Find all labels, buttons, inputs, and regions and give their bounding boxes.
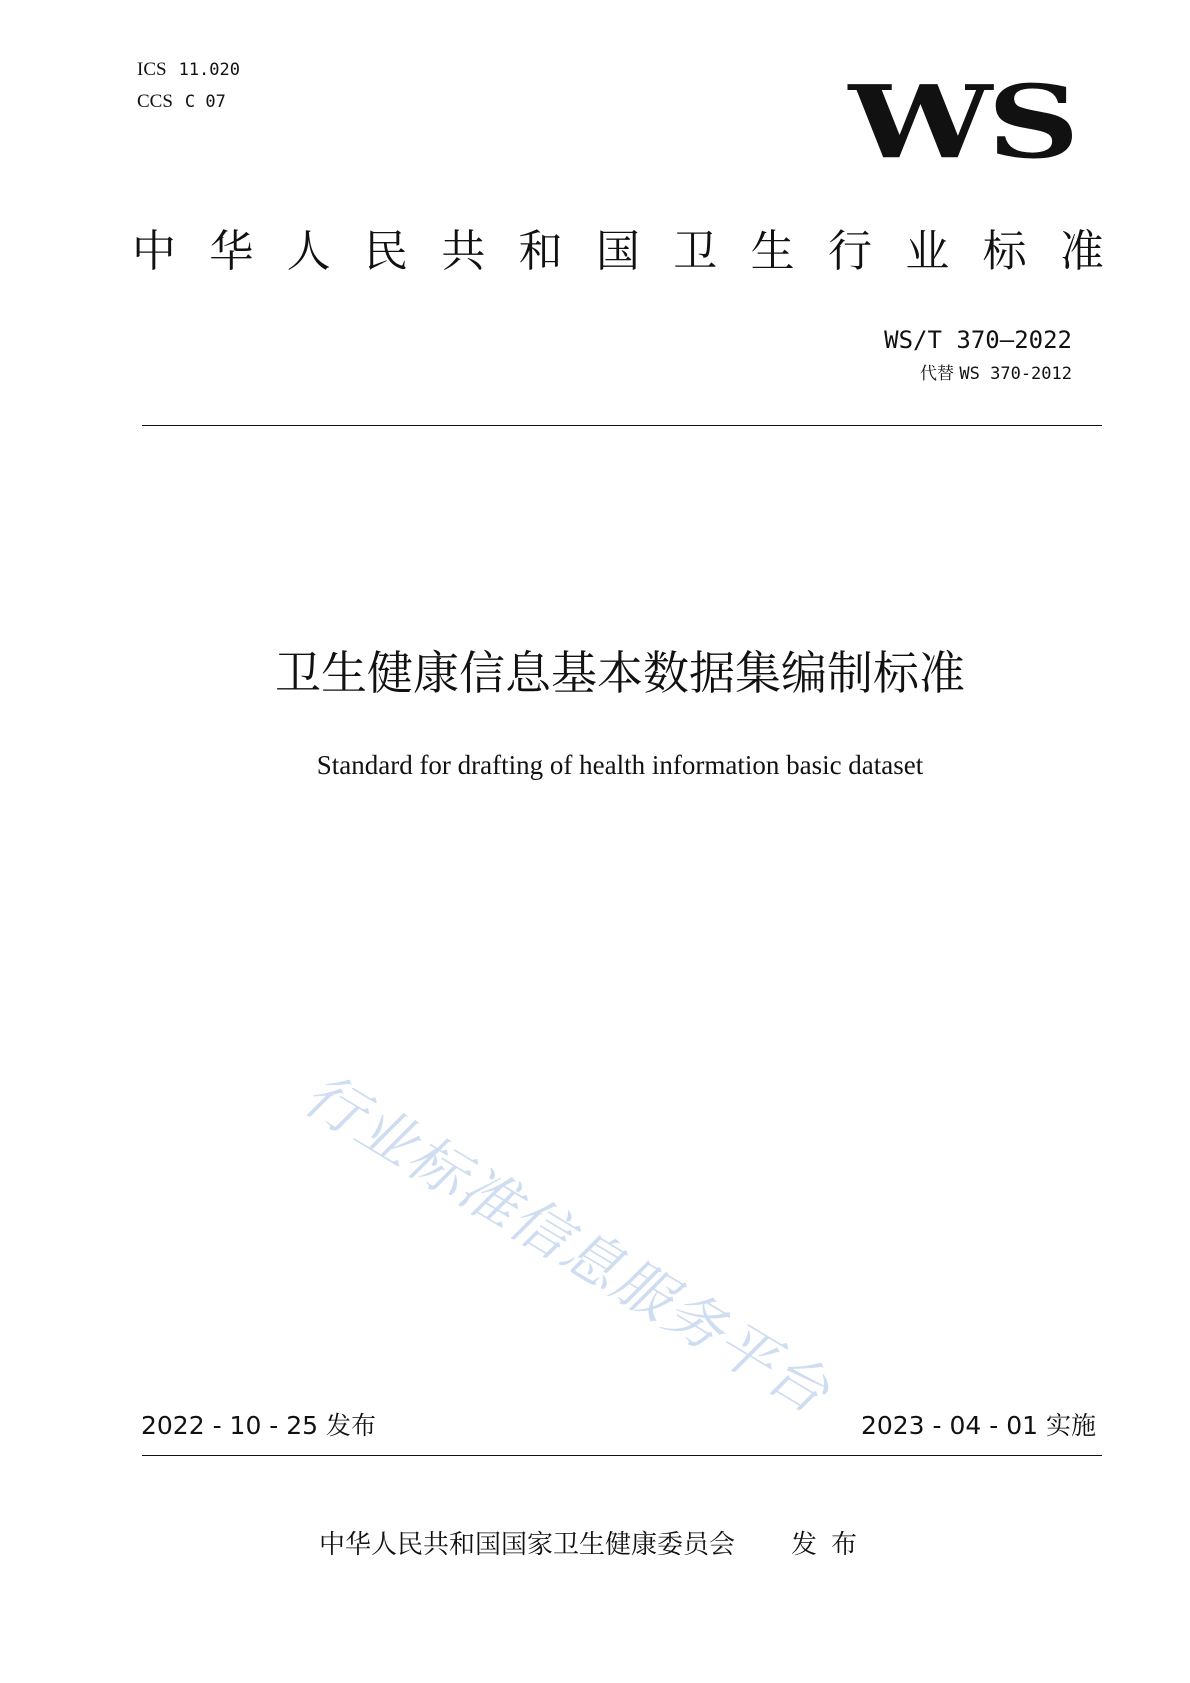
- ccs-value: C 07: [184, 92, 226, 112]
- replaces-line: [920, 366, 1072, 383]
- document-title-cn: 卫生健康信息基本数据集编制标准: [275, 646, 965, 700]
- heading-char: 生: [750, 226, 795, 277]
- watermark: 行业标准信息服务平台: [292, 1059, 842, 1428]
- heading-char: 标: [982, 226, 1027, 277]
- publisher-action: 发布: [791, 1530, 872, 1560]
- issue-date: 2022 - 10 - 25 发布: [141, 1411, 377, 1440]
- publisher-name: 中华人民共和国国家卫生健康委员会: [318, 1530, 735, 1560]
- document-title-en: Standard for drafting of health information basic dataset: [316, 750, 924, 780]
- heading-char: 人: [286, 226, 331, 277]
- heading-char: 中: [132, 226, 176, 277]
- top-divider: [142, 425, 1102, 426]
- ics-value: 11.020: [178, 60, 240, 80]
- publisher-line: [0, 1532, 1190, 1558]
- ccs-label: CCS: [137, 91, 173, 112]
- heading-char: 和: [518, 226, 563, 277]
- bottom-divider: [142, 1455, 1102, 1456]
- heading-char: 准: [1059, 226, 1104, 277]
- implementation-date: 2023 - 04 - 01 实施: [860, 1411, 1096, 1440]
- ics-label: ICS: [137, 59, 167, 80]
- heading-char: 华: [209, 226, 254, 277]
- standard-category-heading: [132, 226, 1104, 277]
- heading-char: 共: [441, 226, 486, 277]
- heading-char: 业: [905, 226, 950, 277]
- replaces-value: WS 370-2012: [959, 364, 1072, 384]
- heading-char: 民: [363, 226, 408, 277]
- heading-char: 卫: [673, 226, 718, 277]
- heading-char: 国: [595, 226, 640, 277]
- replaces-label: 代替: [920, 364, 954, 384]
- standard-number: WS/T 370—2022: [884, 326, 1072, 354]
- ics-code: [137, 60, 240, 79]
- ccs-code: [137, 92, 226, 111]
- heading-char: 行: [827, 226, 872, 277]
- ws-logo: WS: [849, 63, 1075, 181]
